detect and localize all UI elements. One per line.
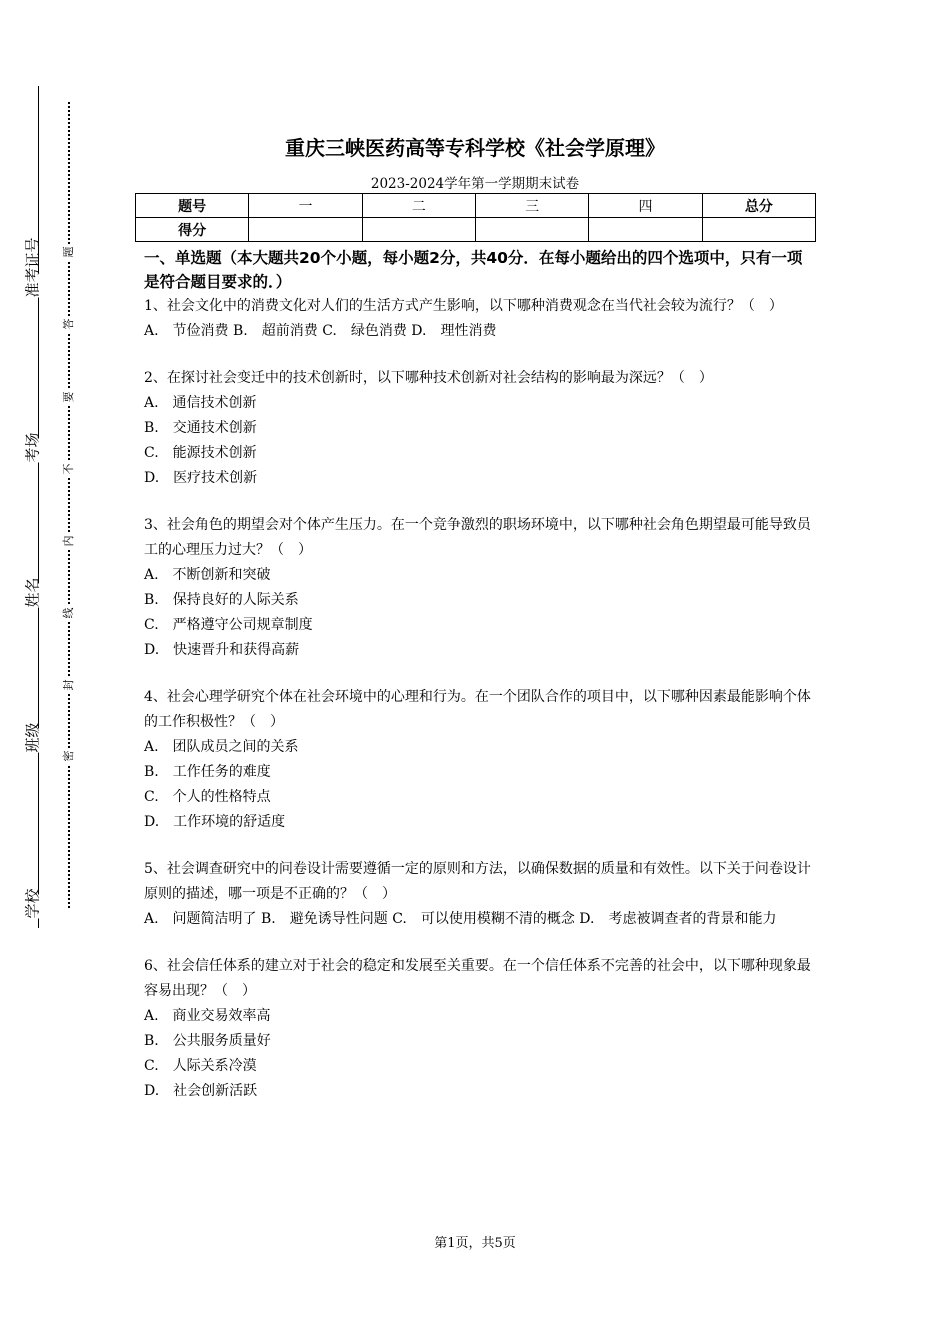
question-3 xyxy=(144,513,816,663)
option-b: B. 工作任务的难度 xyxy=(144,764,271,780)
side-label-class: 班级 xyxy=(23,722,42,753)
score-input-cell[interactable] xyxy=(589,218,702,242)
dotted-char-2: 答 xyxy=(60,316,76,332)
option-d: D. 社会创新活跃 xyxy=(144,1083,258,1099)
question-stem: 5、社会调查研究中的问卷设计需要遵循一定的原则和方法，以确保数据的质量和有效性。以下关于问卷设计原则的描述，哪一项是不正确的？（ ） xyxy=(144,861,811,902)
option-a: A. 商业交易效率高 xyxy=(144,1008,271,1024)
question-stem: 2、在探讨社会变迁中的技术创新时，以下哪种技术创新对社会结构的影响最为深远？（ ） xyxy=(144,370,713,386)
question-stem: 4、社会心理学研究个体在社会环境中的心理和行为。在一个团队合作的项目中，以下哪种因素最能影响个体的工作积极性？（ ） xyxy=(144,689,811,730)
question-6 xyxy=(144,954,816,1104)
score-table-score-row xyxy=(136,218,816,242)
score-header-cell: 总分 xyxy=(702,194,815,218)
binding-solid-line xyxy=(38,86,39,928)
question-4 xyxy=(144,685,816,835)
section-heading: 一、单选题（本大题共20个小题，每小题2分，共40分．在每小题给出的四个选项中，只有一项是符合题目要求的．） xyxy=(144,249,803,291)
dotted-char-4: 不 xyxy=(60,461,76,477)
score-input-cell[interactable] xyxy=(475,218,588,242)
question-stem: 6、社会信任体系的建立对于社会的稳定和发展至关重要。在一个信任体系不完善的社会中，以下哪种现象最容易出现？（ ） xyxy=(144,958,811,999)
side-label-name: 姓名 xyxy=(23,577,42,608)
option-d: D. 医疗技术创新 xyxy=(144,470,258,486)
dotted-char-8: 密 xyxy=(60,748,76,764)
option-d: D. 快速晋升和获得高薪 xyxy=(144,642,300,658)
question-2 xyxy=(144,366,816,491)
dotted-char-3: 要 xyxy=(60,389,76,405)
dotted-char-1: 题 xyxy=(60,244,76,260)
exam-title: 重庆三峡医药高等专科学校《社会学原理》 xyxy=(285,136,665,160)
dotted-char-5: 内 xyxy=(60,533,76,549)
question-stem: 3、社会角色的期望会对个体产生压力。在一个竞争激烈的职场环境中，以下哪种社会角色期望最可能导致员工的心理压力过大？（ ） xyxy=(144,517,811,558)
exam-subtitle: 2023-2024学年第一学期期末试卷 xyxy=(370,176,580,192)
question-options-inline: A. 节俭消费 B. 超前消费 C. 绿色消费 D. 理性消费 xyxy=(144,323,497,339)
page-footer: 第1页，共5页 xyxy=(434,1236,516,1251)
score-input-cell[interactable] xyxy=(702,218,815,242)
binding-dotted-line xyxy=(68,102,70,908)
side-label-exam-room: 考场 xyxy=(23,432,42,463)
option-a: A. 不断创新和突破 xyxy=(144,567,271,583)
score-header-cell: 四 xyxy=(589,194,702,218)
side-label-school: 学校 xyxy=(23,888,42,919)
option-c: C. 严格遵守公司规章制度 xyxy=(144,617,313,633)
question-stem: 1、社会文化中的消费文化对人们的生活方式产生影响，以下哪种消费观念在当代社会较为流行？（ ） xyxy=(144,298,783,314)
option-b: B. 保持良好的人际关系 xyxy=(144,592,299,608)
question-5 xyxy=(144,857,816,932)
score-header-cell: 一 xyxy=(249,194,362,218)
dotted-char-6: 线 xyxy=(60,605,76,621)
exam-content xyxy=(144,246,816,1104)
option-c: C. 能源技术创新 xyxy=(144,445,257,461)
dotted-char-7: 封 xyxy=(60,677,76,693)
option-b: B. 公共服务质量好 xyxy=(144,1033,271,1049)
option-d: D. 工作环境的舒适度 xyxy=(144,814,286,830)
score-header-cell: 三 xyxy=(475,194,588,218)
question-1 xyxy=(144,294,816,344)
score-header-cell: 题号 xyxy=(136,194,249,218)
binding-strip xyxy=(0,0,110,1344)
score-input-cell[interactable] xyxy=(362,218,475,242)
score-row-label: 得分 xyxy=(136,218,249,242)
score-table xyxy=(135,193,816,242)
score-table-header-row xyxy=(136,194,816,218)
option-c: C. 人际关系冷漠 xyxy=(144,1058,257,1074)
option-c: C. 个人的性格特点 xyxy=(144,789,271,805)
score-input-cell[interactable] xyxy=(249,218,362,242)
option-a: A. 团队成员之间的关系 xyxy=(144,739,299,755)
score-header-cell: 二 xyxy=(362,194,475,218)
side-label-exam-number: 准考证号 xyxy=(23,237,42,298)
option-a: A. 通信技术创新 xyxy=(144,395,257,411)
option-b: B. 交通技术创新 xyxy=(144,420,257,436)
question-options-inline: A. 问题简洁明了 B. 避免诱导性问题 C. 可以使用模糊不清的概念 D. 考虑被调查者的背景和能力 xyxy=(144,911,777,927)
